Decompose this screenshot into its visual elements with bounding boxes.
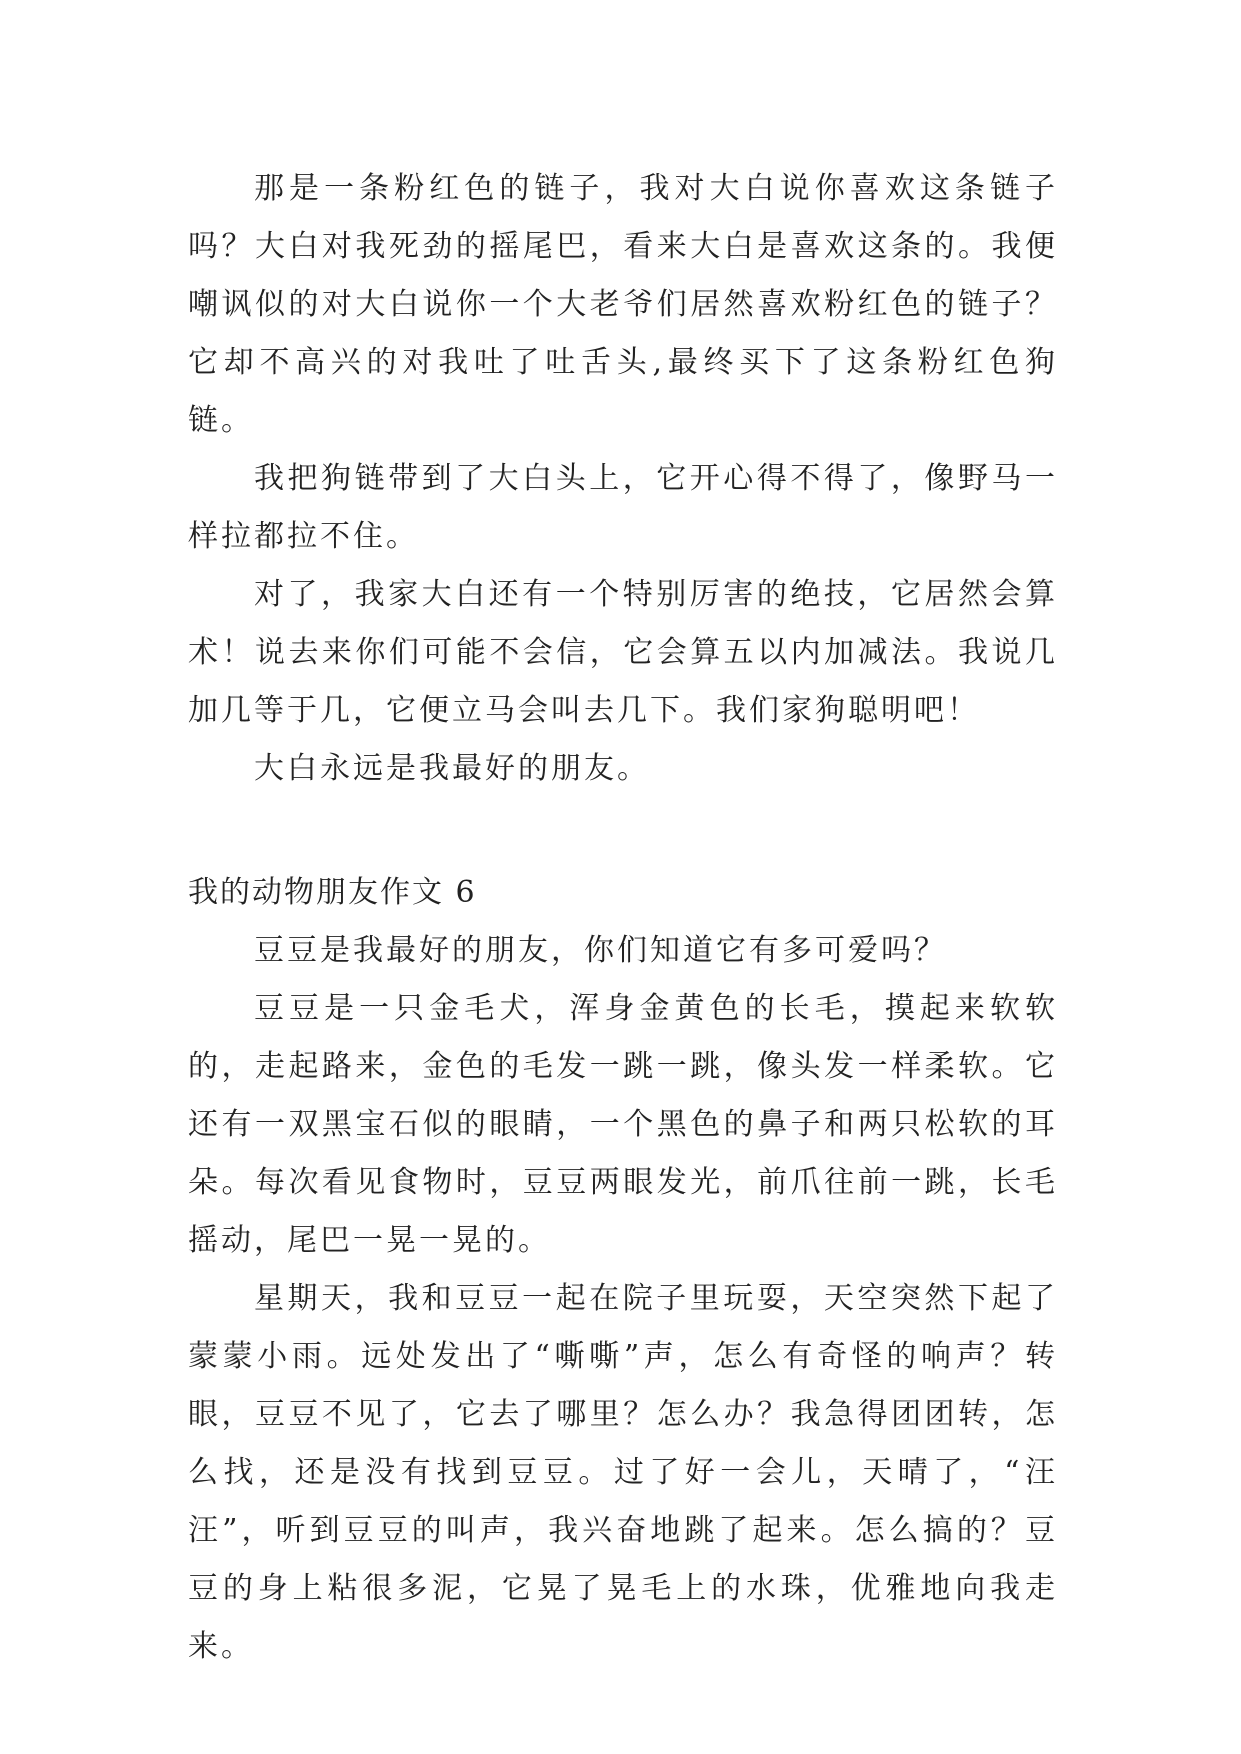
paragraph: 豆豆是我最好的朋友，你们知道它有多可爱吗？ (254, 933, 947, 968)
document-body (188, 160, 1058, 1676)
section-title: 我的动物朋友作文 6 (188, 875, 477, 910)
paragraph: 那是一条粉红色的链子，我对大白说你喜欢这条链子吗？大白对我死劲的摇尾巴，看来大白是喜欢这条的。我便嘲讽似的对大白说你一个大老爷们居然喜欢粉红色的链子？它却不高兴的对我吐了吐舌头,最终买下了这条粉红色狗链。 (188, 171, 1058, 438)
paragraph: 星期天，我和豆豆一起在院子里玩耍，天空突然下起了蒙蒙小雨。远处发出了“嘶嘶”声，怎么有奇怪的响声？转眼，豆豆不见了，它去了哪里？怎么办？我急得团团转，怎么找，还是没有找到豆豆。过了好一会儿，天晴了，“汪汪”，听到豆豆的叫声，我兴奋地跳了起来。怎么搞的？豆豆的身上粘很多泥，它晃了晃毛上的水珠，优雅地向我走来。 (188, 1281, 1058, 1664)
paragraph: 对了，我家大白还有一个特别厉害的绝技，它居然会算术！说去来你们可能不会信，它会算五以内加减法。我说几加几等于几，它便立马会叫去几下。我们家狗聪明吧！ (188, 577, 1058, 728)
paragraph: 豆豆是一只金毛犬，浑身金黄色的长毛，摸起来软软的，走起路来，金色的毛发一跳一跳，像头发一样柔软。它还有一双黑宝石似的眼睛，一个黑色的鼻子和两只松软的耳朵。每次看见食物时，豆豆两眼发光，前爪往前一跳，长毛摇动，尾巴一晃一晃的。 (188, 991, 1058, 1258)
paragraph: 大白永远是我最好的朋友。 (254, 751, 650, 786)
paragraph: 我把狗链带到了大白头上，它开心得不得了，像野马一样拉都拉不住。 (188, 461, 1058, 554)
